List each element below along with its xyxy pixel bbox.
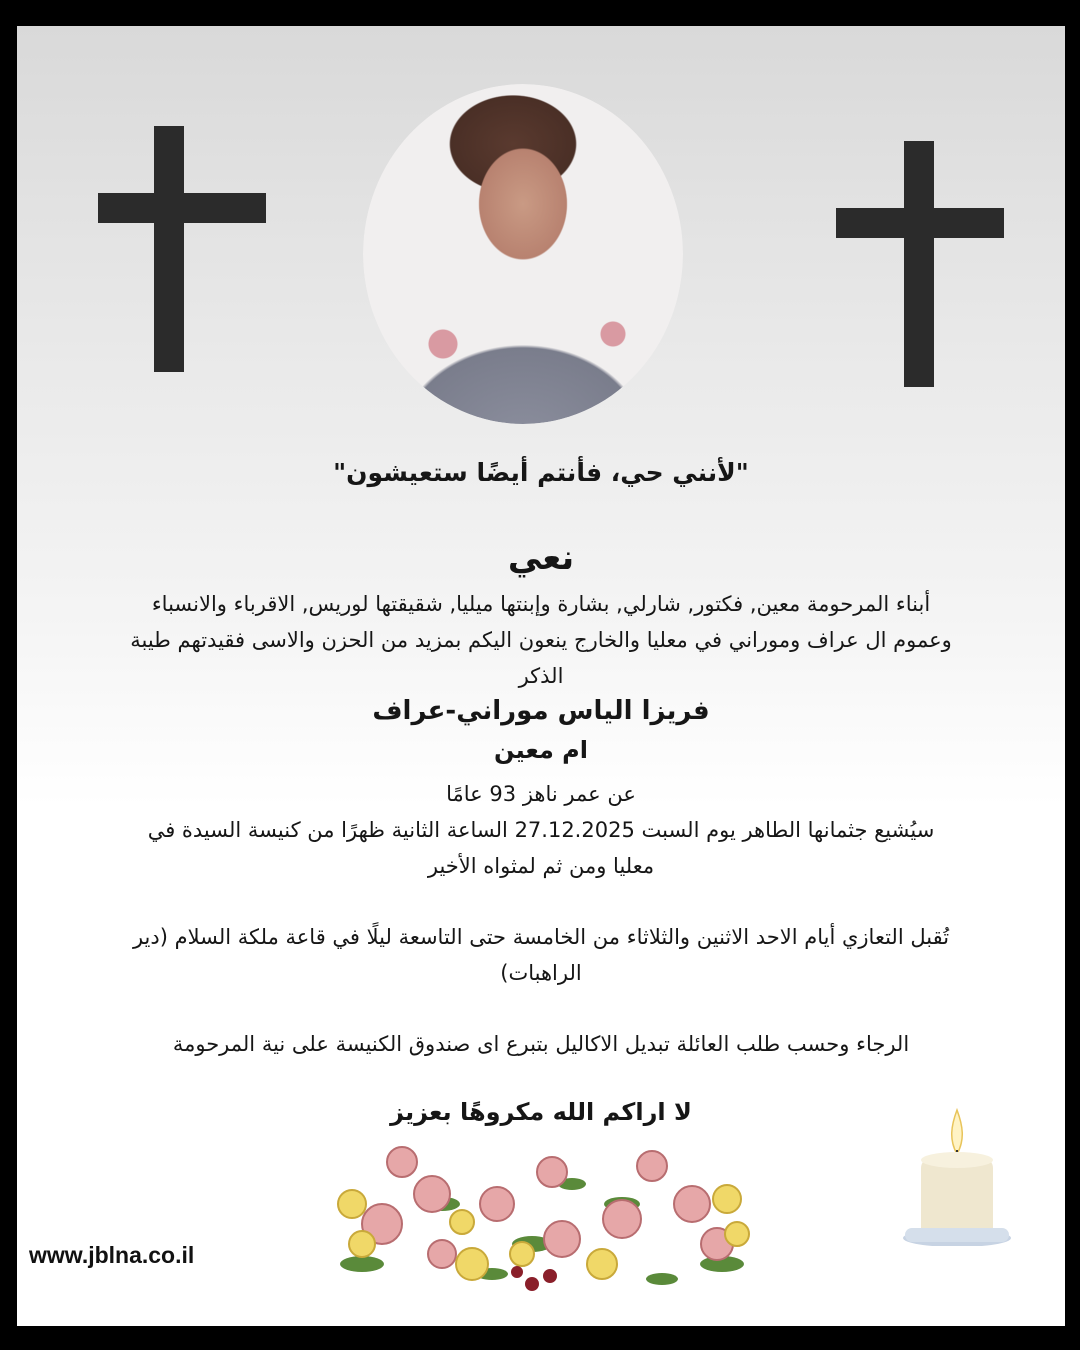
- page-title: نعي: [507, 538, 575, 578]
- closing-phrase: لا اراكم الله مكروهًا بعزيز: [390, 1098, 692, 1126]
- donation-request: الرجاء وحسب طلب العائلة تبديل الاكاليل بتبرع اى صندوق الكنيسة على نية المرحومة: [172, 1032, 910, 1056]
- announcement-text: أبناء المرحومة معين, فكتور, شارلي, بشارة وإبنتها ميليا, شقيقتها لوريس, الاقرباء والانسباء وعموم ال عراف وموراني في معليا والخارج ينعون اليكم بمزيد من الحزن والاسى فقيدتهم طيبة الذكر: [130, 592, 952, 688]
- deceased-portrait: [363, 84, 683, 424]
- cross-icon: [98, 126, 266, 372]
- candle-icon: [897, 1106, 1012, 1246]
- age-text: عن عمر ناهز 93 عامًا: [446, 782, 636, 806]
- deceased-nickname: ام معين: [494, 736, 588, 764]
- scripture-quote: "لأنني حي، فأنتم أيضًا ستعيشون": [333, 458, 749, 487]
- deceased-name: فريزا الياس موراني-عراف: [372, 696, 710, 726]
- cross-icon: [836, 141, 1004, 387]
- condolence-details: تُقبل التعازي أيام الاحد الاثنين والثلاثاء من الخامسة حتى التاسعة ليلًا في قاعة ملكة السلام (دير الراهبات): [132, 925, 950, 985]
- obituary-card: [17, 26, 1065, 1326]
- funeral-details: سيُشيع جثمانها الطاهر يوم السبت 27.12.2025 الساعة الثانية ظهرًا من كنيسة السيدة في معليا ومن ثم لمثواه الأخير: [147, 818, 935, 878]
- flowers-decoration: [322, 1144, 762, 1294]
- website-link[interactable]: www.jblna.co.il: [29, 1242, 195, 1268]
